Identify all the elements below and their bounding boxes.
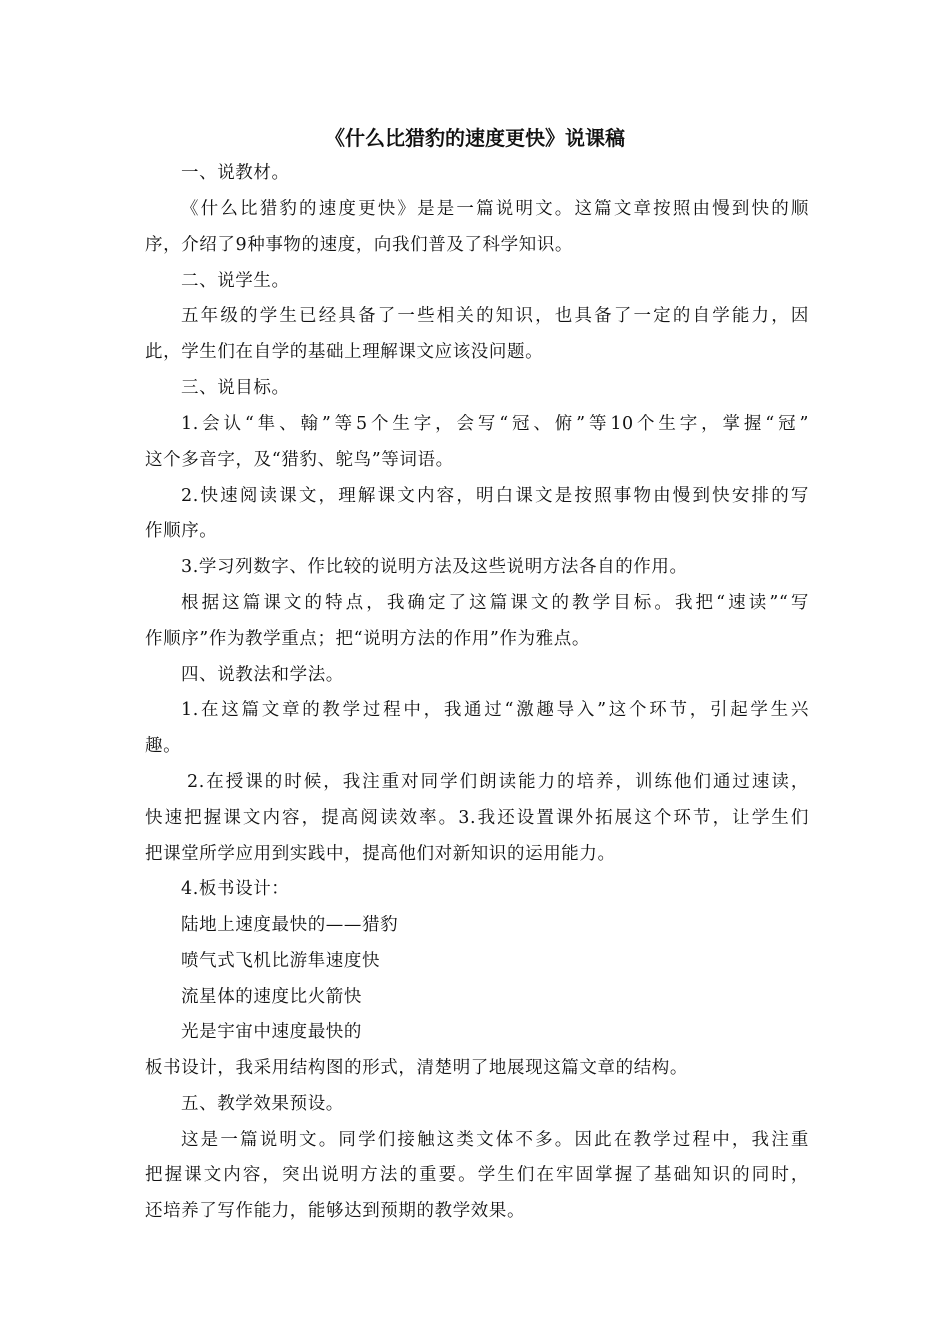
paragraph-line: 快速把握课文内容，提高阅读效率。3.我还设置课外拓展这个环节，让学生们	[145, 808, 809, 828]
paragraph-line: 1.在这篇文章的教学过程中，我通过“激趣导入”这个环节，引起学生兴	[181, 700, 809, 720]
section-heading-effect: 五、教学效果预设。	[181, 1094, 344, 1114]
paragraph-line: 2.快速阅读课文，理解课文内容，明白课文是按照事物由慢到快安排的写	[181, 486, 809, 506]
paragraph-line: 作顺序”作为教学重点；把“说明方法的作用”作为雅点。	[145, 629, 590, 649]
paragraph-line: 这是一篇说明文。同学们接触这类文体不多。因此在教学过程中，我注重	[181, 1130, 809, 1150]
document-title: 《什么比猎豹的速度更快》说课稿	[325, 126, 625, 150]
paragraph-line: 这个多音字，及“猎豹、鸵鸟”等词语。	[145, 450, 454, 470]
paragraph-line: 3.学习列数字、作比较的说明方法及这些说明方法各自的作用。	[181, 557, 688, 577]
paragraph-line: 还培养了写作能力，能够达到预期的教学效果。	[145, 1201, 526, 1221]
paragraph-line: 此，学生们在自学的基础上理解课文应该没问题。	[145, 342, 544, 362]
board-design-heading: 4.板书设计：	[181, 879, 290, 899]
paragraph-line: 《什么比猎豹的速度更快》是是一篇说明文。这篇文章按照由慢到快的顺	[181, 199, 809, 219]
paragraph-line: 2.在授课的时候，我注重对同学们朗读能力的培养，训练他们通过速读，	[187, 772, 809, 792]
paragraph-line: 作顺序。	[145, 521, 218, 541]
paragraph-line: 趣。	[145, 736, 182, 756]
paragraph-line: 把课堂所学应用到实践中，提高他们对新知识的运用能力。	[145, 844, 616, 864]
paragraph-line: 板书设计，我采用结构图的形式，清楚明了地展现这篇文章的结构。	[145, 1058, 688, 1078]
paragraph-line: 1.会认“隼、翰”等5个生字，会写“冠、俯”等10个生字，掌握“冠”	[181, 414, 809, 434]
paragraph-line: 序，介绍了9种事物的速度，向我们普及了科学知识。	[145, 235, 574, 255]
board-design-item: 流星体的速度比火箭快	[181, 987, 362, 1007]
board-design-item: 陆地上速度最快的——猎豹	[181, 915, 399, 935]
board-design-item: 喷气式飞机比游隼速度快	[181, 951, 381, 971]
paragraph-line: 五年级的学生已经具备了一些相关的知识，也具备了一定的自学能力，因	[181, 306, 809, 326]
paragraph-line: 把握课文内容，突出说明方法的重要。学生们在牢固掌握了基础知识的同时，	[145, 1165, 809, 1185]
section-heading-methods: 四、说教法和学法。	[181, 665, 344, 685]
paragraph-line: 根据这篇课文的特点，我确定了这篇课文的教学目标。我把“速读”“写	[181, 593, 809, 613]
section-heading-students: 二、说学生。	[181, 271, 290, 291]
board-design-item: 光是宇宙中速度最快的	[181, 1022, 362, 1042]
section-heading-textbook: 一、说教材。	[181, 163, 290, 183]
section-heading-goals: 三、说目标。	[181, 378, 290, 398]
